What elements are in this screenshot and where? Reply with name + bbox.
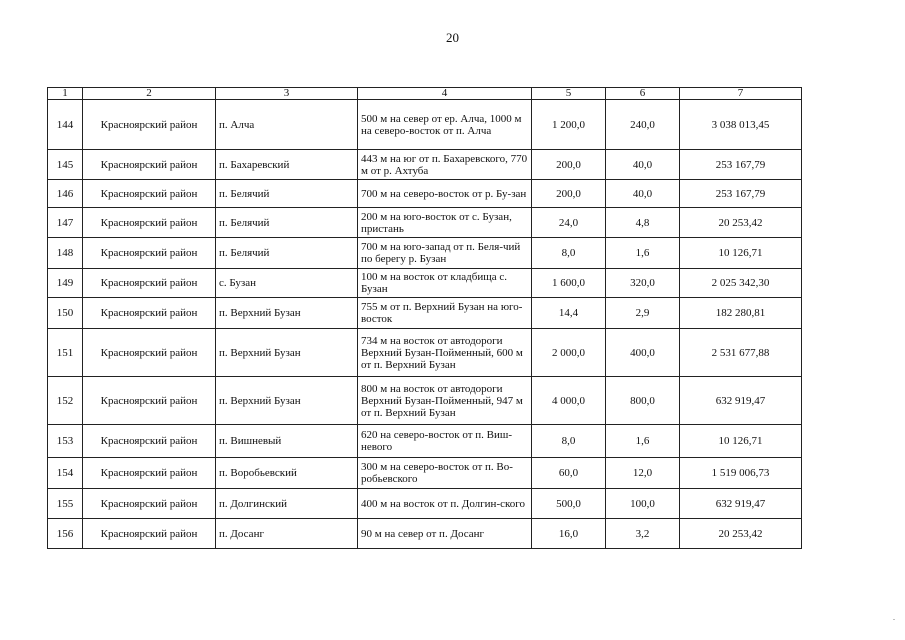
table-row (48, 458, 802, 489)
table-row (48, 329, 802, 377)
value-col6-cell: 1,6 (606, 425, 680, 458)
value-col6-cell: 40,0 (606, 180, 680, 208)
row-number: 149 (48, 269, 83, 298)
settlement-cell: п. Белячий (216, 238, 358, 269)
row-number: 150 (48, 298, 83, 329)
location-cell: 300 м на северо-восток от п. Во-робьевского (358, 458, 532, 489)
column-header: 1 (48, 88, 83, 100)
column-header: 7 (680, 88, 802, 100)
table-row (48, 519, 802, 549)
table-row (48, 180, 802, 208)
value-col6-cell: 100,0 (606, 489, 680, 519)
value-col5-cell: 60,0 (532, 458, 606, 489)
district-cell: Красноярский район (83, 329, 216, 377)
settlement-cell: п. Белячий (216, 180, 358, 208)
value-col6-cell: 4,8 (606, 208, 680, 238)
settlement-cell: п. Воробьевский (216, 458, 358, 489)
district-cell: Красноярский район (83, 238, 216, 269)
table-row (48, 208, 802, 238)
row-number: 155 (48, 489, 83, 519)
location-cell: 90 м на север от п. Досанг (358, 519, 532, 549)
settlement-cell: п. Алча (216, 100, 358, 150)
value-col5-cell: 1 200,0 (532, 100, 606, 150)
value-col7-cell: 20 253,42 (680, 519, 802, 549)
location-cell: 800 м на восток от автодороги Верхний Бузан-Пойменный, 947 м от п. Верхний Бузан (358, 377, 532, 425)
settlement-cell: п. Верхний Бузан (216, 298, 358, 329)
value-col5-cell: 200,0 (532, 180, 606, 208)
value-col5-cell: 8,0 (532, 238, 606, 269)
row-number: 151 (48, 329, 83, 377)
page-number: 20 (446, 30, 459, 45)
column-header: 5 (532, 88, 606, 100)
value-col7-cell: 2 025 342,30 (680, 269, 802, 298)
column-header: 4 (358, 88, 532, 100)
column-header: 3 (216, 88, 358, 100)
value-col7-cell: 253 167,79 (680, 180, 802, 208)
location-cell: 700 м на северо-восток от р. Бу-зан (358, 180, 532, 208)
value-col6-cell: 240,0 (606, 100, 680, 150)
row-number: 156 (48, 519, 83, 549)
location-cell: 100 м на восток от кладбища с. Бузан (358, 269, 532, 298)
value-col6-cell: 800,0 (606, 377, 680, 425)
value-col5-cell: 200,0 (532, 150, 606, 180)
location-cell: 200 м на юго-восток от с. Бузан, пристань (358, 208, 532, 238)
value-col6-cell: 40,0 (606, 150, 680, 180)
table-row (48, 238, 802, 269)
row-number: 148 (48, 238, 83, 269)
value-col5-cell: 2 000,0 (532, 329, 606, 377)
row-number: 153 (48, 425, 83, 458)
value-col6-cell: 400,0 (606, 329, 680, 377)
value-col5-cell: 14,4 (532, 298, 606, 329)
settlement-cell: п. Верхний Бузан (216, 377, 358, 425)
value-col7-cell: 253 167,79 (680, 150, 802, 180)
value-col6-cell: 3,2 (606, 519, 680, 549)
table-row (48, 100, 802, 150)
value-col7-cell: 3 038 013,45 (680, 100, 802, 150)
location-cell: 500 м на север от ер. Алча, 1000 м на северо-восток от п. Алча (358, 100, 532, 150)
district-cell: Красноярский район (83, 100, 216, 150)
location-cell: 700 м на юго-запад от п. Беля-чий по берегу р. Бузан (358, 238, 532, 269)
table-row (48, 425, 802, 458)
value-col7-cell: 10 126,71 (680, 425, 802, 458)
district-cell: Красноярский район (83, 425, 216, 458)
district-cell: Красноярский район (83, 150, 216, 180)
value-col7-cell: 1 519 006,73 (680, 458, 802, 489)
district-cell: Красноярский район (83, 377, 216, 425)
settlement-cell: п. Верхний Бузан (216, 329, 358, 377)
row-number: 147 (48, 208, 83, 238)
district-cell: Красноярский район (83, 298, 216, 329)
district-cell: Красноярский район (83, 458, 216, 489)
value-col5-cell: 500,0 (532, 489, 606, 519)
row-number: 152 (48, 377, 83, 425)
settlement-cell: п. Долгинский (216, 489, 358, 519)
column-header: 2 (83, 88, 216, 100)
row-number: 145 (48, 150, 83, 180)
value-col5-cell: 16,0 (532, 519, 606, 549)
value-col5-cell: 24,0 (532, 208, 606, 238)
column-header: 6 (606, 88, 680, 100)
value-col7-cell: 2 531 677,88 (680, 329, 802, 377)
settlement-cell: п. Досанг (216, 519, 358, 549)
row-number: 146 (48, 180, 83, 208)
location-cell: 443 м на юг от п. Бахаревского, 770 м от р. Ахтуба (358, 150, 532, 180)
row-number: 144 (48, 100, 83, 150)
value-col7-cell: 632 919,47 (680, 377, 802, 425)
district-cell: Красноярский район (83, 208, 216, 238)
table-row (48, 489, 802, 519)
location-cell: 734 м на восток от автодороги Верхний Бузан-Пойменный, 600 м от п. Верхний Бузан (358, 329, 532, 377)
district-cell: Красноярский район (83, 180, 216, 208)
value-col7-cell: 182 280,81 (680, 298, 802, 329)
table-row (48, 269, 802, 298)
district-cell: Красноярский район (83, 489, 216, 519)
value-col7-cell: 10 126,71 (680, 238, 802, 269)
value-col6-cell: 2,9 (606, 298, 680, 329)
value-col5-cell: 8,0 (532, 425, 606, 458)
value-col6-cell: 12,0 (606, 458, 680, 489)
settlement-cell: с. Бузан (216, 269, 358, 298)
location-cell: 620 на северо-восток от п. Виш-невого (358, 425, 532, 458)
settlement-cell: п. Бахаревский (216, 150, 358, 180)
location-cell: 400 м на восток от п. Долгин-ского (358, 489, 532, 519)
header-row (48, 88, 802, 100)
settlement-cell: п. Вишневый (216, 425, 358, 458)
value-col5-cell: 1 600,0 (532, 269, 606, 298)
scan-mark: . (893, 613, 895, 622)
table-row (48, 150, 802, 180)
table-row (48, 298, 802, 329)
value-col7-cell: 632 919,47 (680, 489, 802, 519)
location-cell: 755 м от п. Верхний Бузан на юго-восток (358, 298, 532, 329)
value-col5-cell: 4 000,0 (532, 377, 606, 425)
settlement-cell: п. Белячий (216, 208, 358, 238)
district-cell: Красноярский район (83, 519, 216, 549)
value-col6-cell: 320,0 (606, 269, 680, 298)
table-row (48, 377, 802, 425)
district-cell: Красноярский район (83, 269, 216, 298)
data-table (47, 87, 802, 549)
row-number: 154 (48, 458, 83, 489)
value-col7-cell: 20 253,42 (680, 208, 802, 238)
value-col6-cell: 1,6 (606, 238, 680, 269)
